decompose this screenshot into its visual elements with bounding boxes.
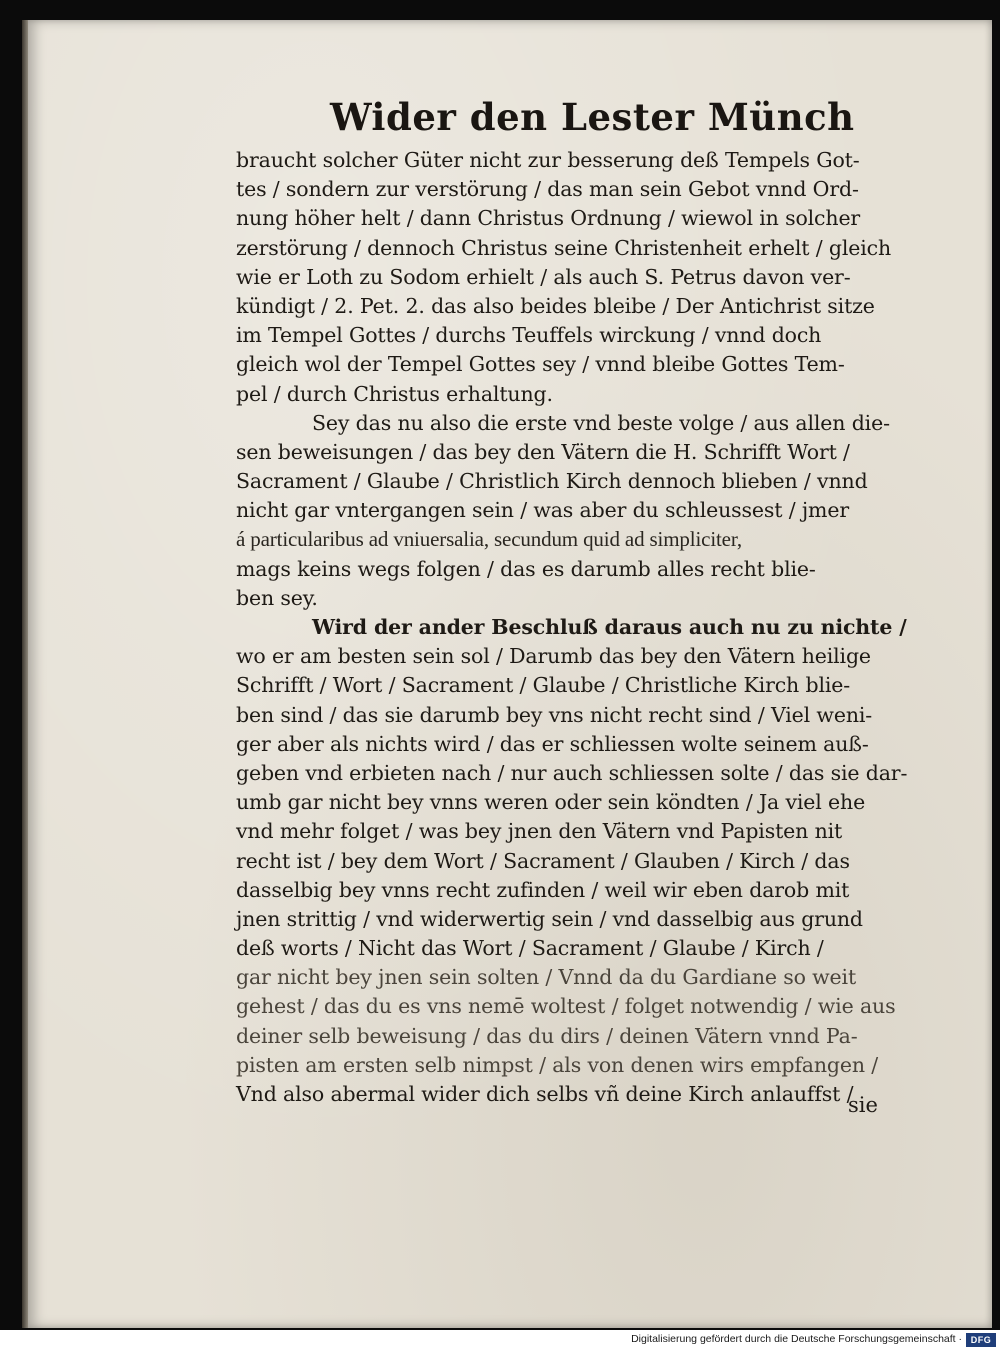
dfg-logo: DFG [966, 1333, 996, 1347]
text-line: nung höher helt / dann Christus Ordnung / wiewol in solcher [236, 206, 861, 231]
text-line: tes / sondern zur verstörung / das man sein Gebot vnnd Ord- [236, 177, 859, 202]
text-line: gar nicht bey jnen sein solten / Vnnd da du Gardiane so weit [236, 965, 857, 990]
text-line: pel / durch Christus erhaltung. [236, 381, 553, 406]
text-line: sen beweisungen / das bey den Vätern die H. Schrifft Wort / [236, 439, 850, 464]
text-line: Schrifft / Wort / Sacrament / Glaube / Christliche Kirch blie- [236, 673, 851, 698]
text-line: Sacrament / Glaube / Christlich Kirch dennoch blieben / vnnd [236, 469, 868, 494]
text-line: Wird der ander Beschluß daraus auch nu zu nichte / [312, 615, 907, 639]
text-line: ben sind / das sie darumb bey vns nicht recht sind / Viel weni- [236, 702, 873, 727]
running-head: Wider den Lester Münch [330, 95, 855, 139]
text-line: deiner selb beweisung / das du dirs / deinen Vätern vnnd Pa- [236, 1023, 858, 1048]
text-line: geben vnd erbieten nach / nur auch schliessen solte / das sie dar- [236, 760, 908, 785]
text-line: braucht solcher Güter nicht zur besserung deß Tempels Got- [236, 148, 860, 172]
body-text [236, 146, 908, 1109]
text-line: Vnd also abermal wider dich selbs vñ deine Kirch anlauffst / [236, 1082, 854, 1106]
text-line: mags keins wegs folgen / das es darumb alles recht blie- [236, 556, 816, 581]
text-line: deß worts / Nicht das Wort / Sacrament / Glaube / Kirch / [236, 936, 824, 961]
text-line: nicht gar vntergangen sein / was aber du schleussest / jmer [236, 498, 849, 523]
text-line: zerstörung / dennoch Christus seine Christenheit erhelt / gleich [236, 235, 892, 260]
text-line: vnd mehr folget / was bey jnen den Vätern vnd Papisten nit [236, 819, 843, 844]
text-line: recht ist / bey dem Wort / Sacrament / Glauben / Kirch / das [236, 848, 850, 873]
footer-bar [0, 1330, 1000, 1350]
text-line: jnen strittig / vnd widerwertig sein / vnd dasselbig aus grund [236, 906, 863, 931]
text-line: Sey das nu also die erste vnd beste volge / aus allen die- [312, 410, 890, 435]
text-line: kündigt / 2. Pet. 2. das also beides bleibe / Der Antichrist sitze [236, 293, 875, 318]
text-line: wie er Loth zu Sodom erhielt / als auch S. Petrus davon ver- [236, 264, 851, 289]
text-line: ben sey. [236, 585, 318, 610]
text-line: wo er am besten sein sol / Darumb das bey den Vätern heilige [236, 644, 871, 669]
text-line: umb gar nicht bey vnns weren oder sein köndten / Ja viel ehe [236, 790, 866, 815]
text-line: gehest / das du es vns nemē woltest / folget notwendig / wie aus [236, 994, 896, 1019]
text-line: pisten am ersten selb nimpst / als von denen wirs empfangen / [236, 1052, 879, 1077]
text-line: im Tempel Gottes / durchs Teuffels wirckung / vnnd doch [236, 323, 822, 348]
text-line: ger aber als nichts wird / das er schliessen wolte seinem auß- [236, 731, 869, 756]
text-line: dasselbig bey vnns recht zufinden / weil wir eben darob mit [236, 877, 850, 902]
catchword: sie [848, 1093, 878, 1117]
funding-credit: Digitalisierung gefördert durch die Deutsche Forschungsgemeinschaft · [631, 1333, 962, 1345]
text-line: á particularibus ad vniuersalia, secundum quid ad simpliciter, [236, 527, 742, 552]
text-line: gleich wol der Tempel Gottes sey / vnnd bleibe Gottes Tem- [236, 352, 845, 377]
